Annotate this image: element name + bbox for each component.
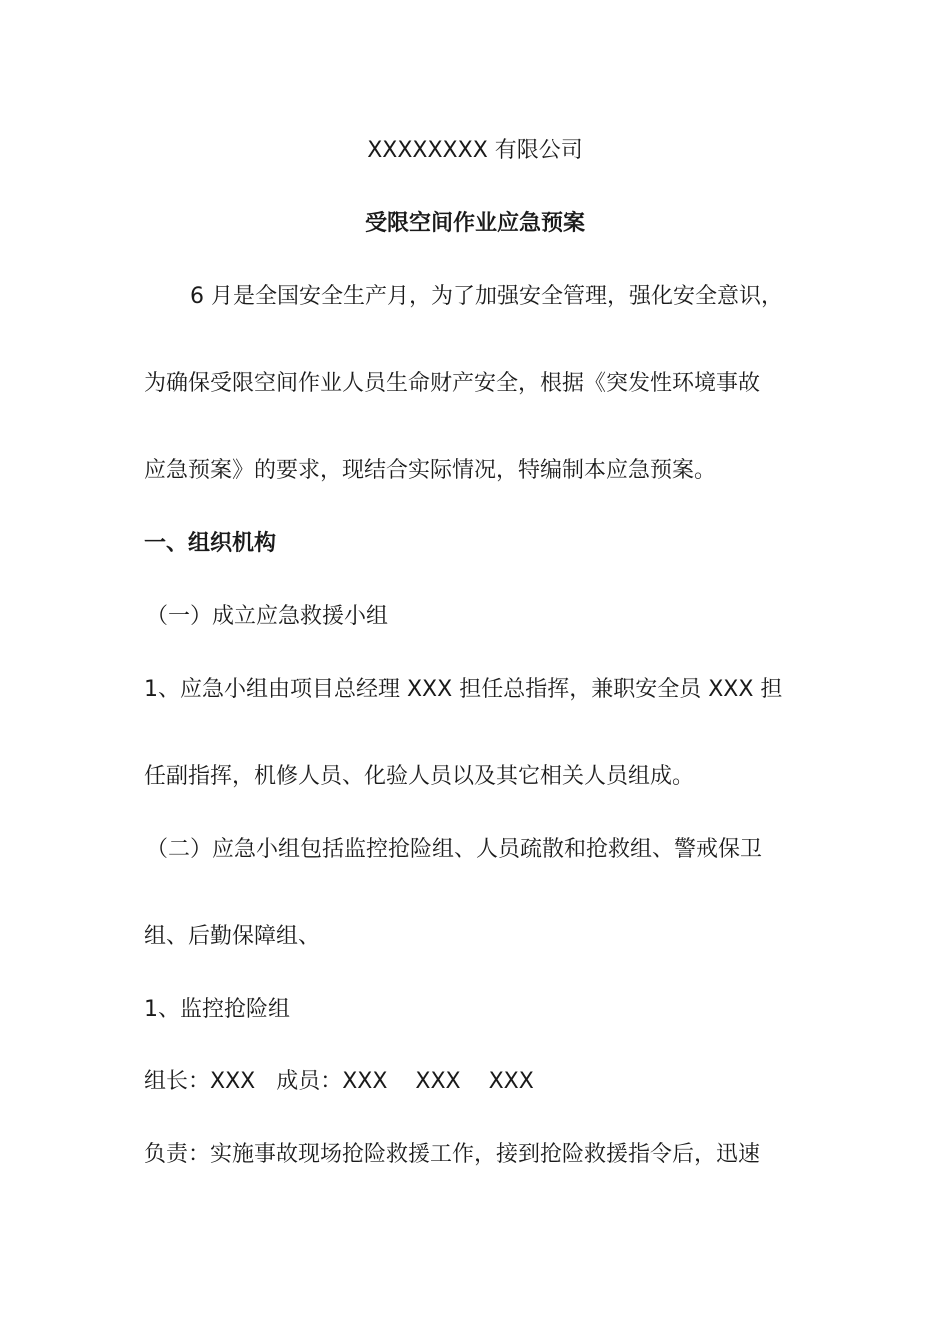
item1-line-2: 任副指挥，机修人员、化验人员以及其它相关人员组成。 <box>144 764 695 789</box>
section-heading-organization: 一、组织机构 <box>144 531 277 556</box>
group1-members: 组长：XXX 成员：XXX XXX XXX <box>144 1069 534 1094</box>
subsection-heading-1: （一）成立应急救援小组 <box>146 604 389 629</box>
intro-line-3: 应急预案》的要求，现结合实际情况，特编制本应急预案。 <box>144 458 717 483</box>
company-title: XXXXXXXX 有限公司 <box>367 138 583 163</box>
intro-line-1: 6 月是全国安全生产月，为了加强安全管理，强化安全意识， <box>190 284 783 309</box>
group1-duty: 负责：实施事故现场抢险救援工作，接到抢险救援指令后，迅速 <box>144 1142 761 1167</box>
item1-line-1: 1、应急小组由项目总经理 XXX 担任总指挥，兼职安全员 XXX 担 <box>144 677 783 702</box>
subsection-2-line-2: 组、后勤保障组、 <box>144 924 321 949</box>
document-title: 受限空间作业应急预案 <box>364 211 585 236</box>
intro-line-2: 为确保受限空间作业人员生命财产安全，根据《突发性环境事故 <box>144 371 761 396</box>
group1-heading: 1、监控抢险组 <box>144 997 290 1022</box>
subsection-2-line-1: （二）应急小组包括监控抢险组、人员疏散和抢救组、警戒保卫 <box>146 837 763 862</box>
